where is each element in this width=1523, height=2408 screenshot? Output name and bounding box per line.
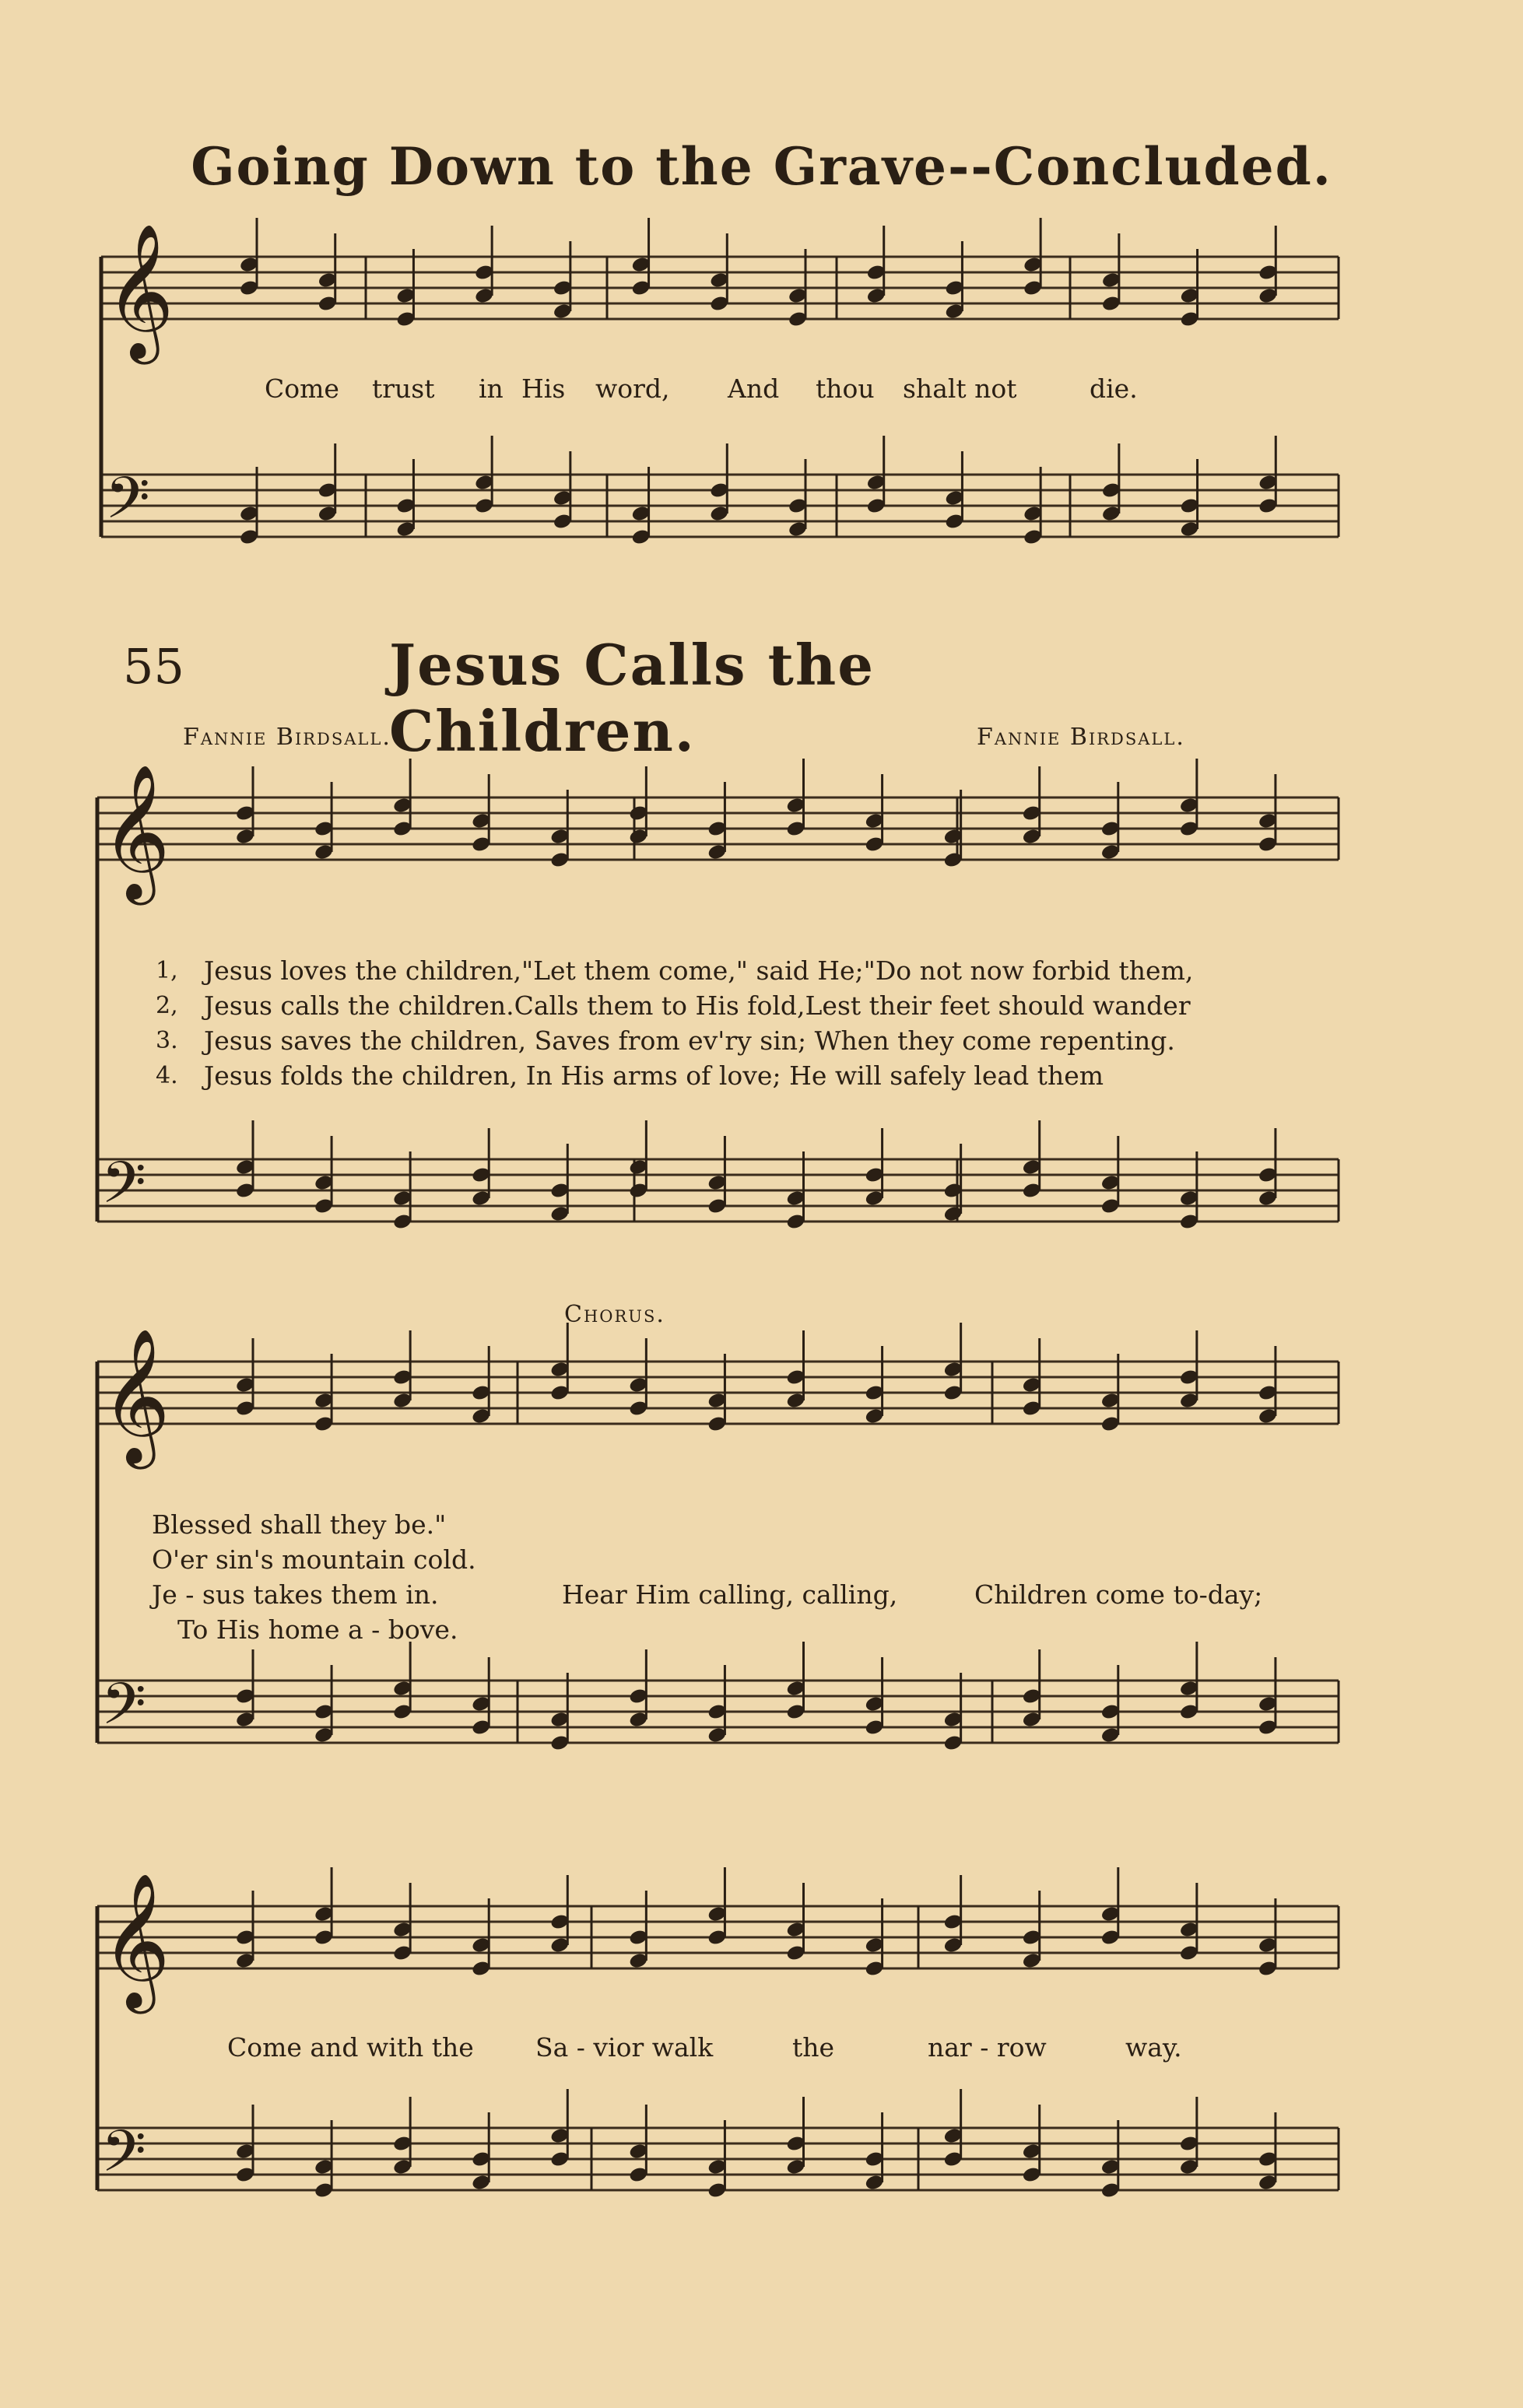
music-credit: Fannie Birdsall.: [977, 724, 1185, 751]
verse-ending: Blessed shall they be.": [152, 1509, 447, 1540]
verse-number: 2,: [156, 992, 178, 1019]
staff-lines: [97, 257, 1339, 2190]
svg-text:𝄢: 𝄢: [101, 2118, 146, 2199]
verse-number: 1,: [156, 957, 178, 984]
chorus-lyric: the: [792, 2032, 835, 2063]
top-lyric-word: trust: [372, 373, 435, 404]
svg-text:𝄢: 𝄢: [101, 1670, 146, 1752]
verse-ending: To His home a - bove.: [177, 1614, 458, 1645]
top-lyric-word: Come: [265, 373, 339, 404]
svg-text:𝄢: 𝄢: [105, 464, 150, 546]
verse-ending: Je - sus takes them in.: [152, 1579, 439, 1610]
chorus-lyric: way.: [1125, 2032, 1182, 2063]
top-lyric-word: word,: [595, 373, 670, 404]
svg-text:𝄞: 𝄞: [105, 223, 174, 359]
top-lyric-word: thou: [816, 373, 875, 404]
chorus-lyric: Children come to-day;: [974, 1579, 1263, 1610]
top-lyric-word: shalt not: [903, 373, 1017, 404]
top-lyric-word: in: [479, 373, 504, 404]
bar-lines: [97, 257, 1339, 2190]
verse-line: Jesus loves the children,"Let them come," said He;"Do not now forbid them,: [204, 955, 1194, 986]
chorus-lyric: nar - row: [928, 2032, 1047, 2063]
verse-number: 3.: [156, 1027, 178, 1054]
chorus-lyric: Sa - vior walk: [535, 2032, 714, 2063]
note-heads: [235, 218, 1278, 2199]
top-lyric-word: die.: [1090, 373, 1138, 404]
svg-text:𝄞: 𝄞: [101, 1873, 170, 2008]
verse-line: Jesus saves the children, Saves from ev'ry sin; When they come repenting.: [204, 1025, 1175, 1056]
concluded-title: Going Down to the Grave--Concluded.: [191, 136, 1332, 197]
hymn-title: Jesus Calls the Children.: [389, 632, 876, 764]
svg-text:𝄞: 𝄞: [101, 1328, 170, 1463]
verse-line: Jesus folds the children, In His arms of love; He will safely lead them: [204, 1060, 1104, 1091]
svg-text:𝄢: 𝄢: [101, 1149, 146, 1231]
top-lyric-word: His: [521, 373, 566, 404]
verse-line: Jesus calls the children.Calls them to His fold,Lest their feet should wander: [204, 990, 1191, 1021]
verse-ending: O'er sin's mountain cold.: [152, 1544, 476, 1575]
svg-text:𝄞: 𝄞: [101, 764, 170, 899]
hymn-number: 55: [123, 638, 184, 695]
verse-number: 4.: [156, 1062, 178, 1089]
chorus-lyric: Come and with the: [227, 2032, 474, 2063]
clef-signs: [101, 223, 174, 2199]
top-lyric-word: And: [728, 373, 780, 404]
chorus-lyric: Hear Him calling, calling,: [562, 1579, 898, 1610]
chorus-label: Chorus.: [564, 1301, 665, 1328]
words-credit: Fannie Birdsall.: [183, 724, 391, 751]
